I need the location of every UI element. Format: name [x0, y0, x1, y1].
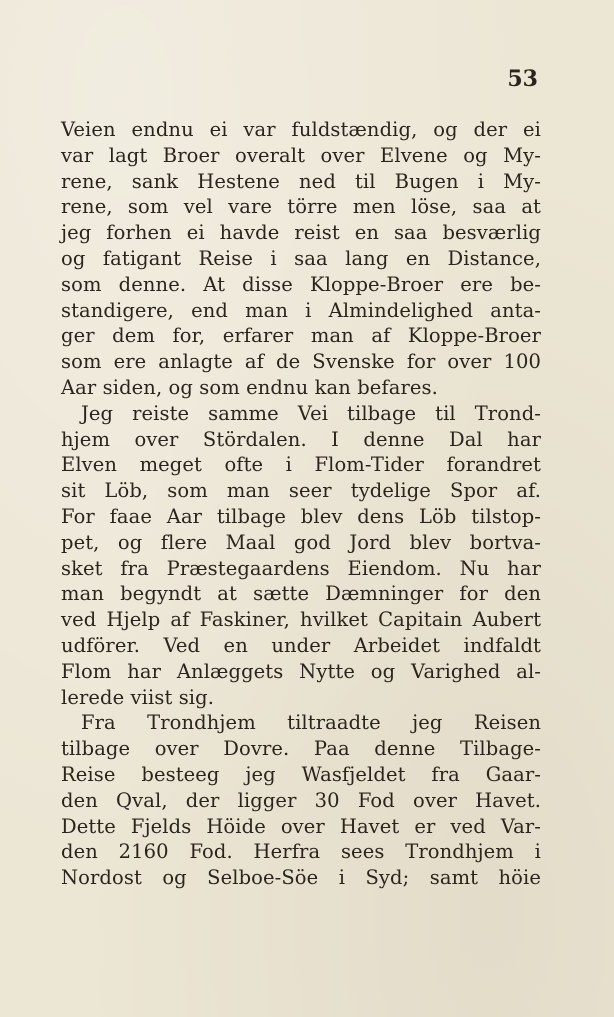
text-line: og fatigant Reise i saa lang en Distance,: [61, 246, 541, 270]
text-line: jeg forhen ei havde reist en saa besværlig: [61, 221, 541, 245]
body-text: [61, 117, 541, 891]
text-line: Aar siden, og som endnu kan befares.: [61, 375, 438, 399]
text-line: var lagt Broer overalt over Elvene og My-: [61, 143, 541, 167]
page-number: 53: [507, 66, 538, 92]
text-line: den Qval, der ligger 30 Fod over Havet.: [61, 788, 541, 812]
text-line: som denne. At disse Kloppe-Broer ere be-: [61, 272, 541, 296]
text-line: hjem over Stördalen. I denne Dal har: [61, 427, 541, 451]
text-line: standigere, end man i Almindelighed anta-: [61, 298, 541, 322]
text-line: Nordost og Selboe-Söe i Syd; samt höie: [61, 866, 541, 890]
text-line: Elven meget ofte i Flom-Tider forandret: [61, 453, 541, 477]
text-line: Veien endnu ei var fuldstændig, og der ei: [61, 118, 541, 141]
text-line: Fra Trondhjem tiltraadte jeg Reisen: [81, 711, 541, 735]
text-line: man begyndt at sætte Dæmninger for den: [61, 582, 541, 606]
text-line: den 2160 Fod. Herfra sees Trondhjem i: [61, 840, 541, 864]
text-line: ger dem for, erfarer man af Kloppe-Broer: [61, 324, 541, 348]
text-line: tilbage over Dovre. Paa denne Tilbage-: [61, 737, 541, 761]
text-line: sit Löb, som man seer tydelige Spor af.: [61, 479, 541, 503]
text-line: som ere anlagte af de Svenske for over 100: [61, 350, 541, 374]
text-line: lerede viist sig.: [61, 685, 215, 709]
text-line: pet, og flere Maal god Jord blev bortva-: [61, 530, 541, 554]
text-line: ved Hjelp af Faskiner, hvilket Capitain Aubert: [61, 608, 541, 632]
text-line: For faae Aar tilbage blev dens Löb tilstop-: [61, 504, 541, 528]
text-line: Dette Fjelds Höide over Havet er ved Var-: [61, 814, 541, 838]
text-line: Flom har Anlæggets Nytte og Varighed al-: [61, 659, 541, 683]
text-line: Reise besteeg jeg Wasfjeldet fra Gaar-: [61, 762, 541, 786]
text-line: udförer. Ved en under Arbeidet indfaldt: [61, 633, 541, 657]
text-line: rene, som vel vare törre men löse, saa at: [61, 195, 541, 219]
text-line: sket fra Præstegaardens Eiendom. Nu har: [61, 556, 541, 580]
text-line: rene, sank Hestene ned til Bugen i My-: [61, 169, 541, 193]
text-line: Jeg reiste samme Vei tilbage til Trond-: [81, 401, 541, 425]
